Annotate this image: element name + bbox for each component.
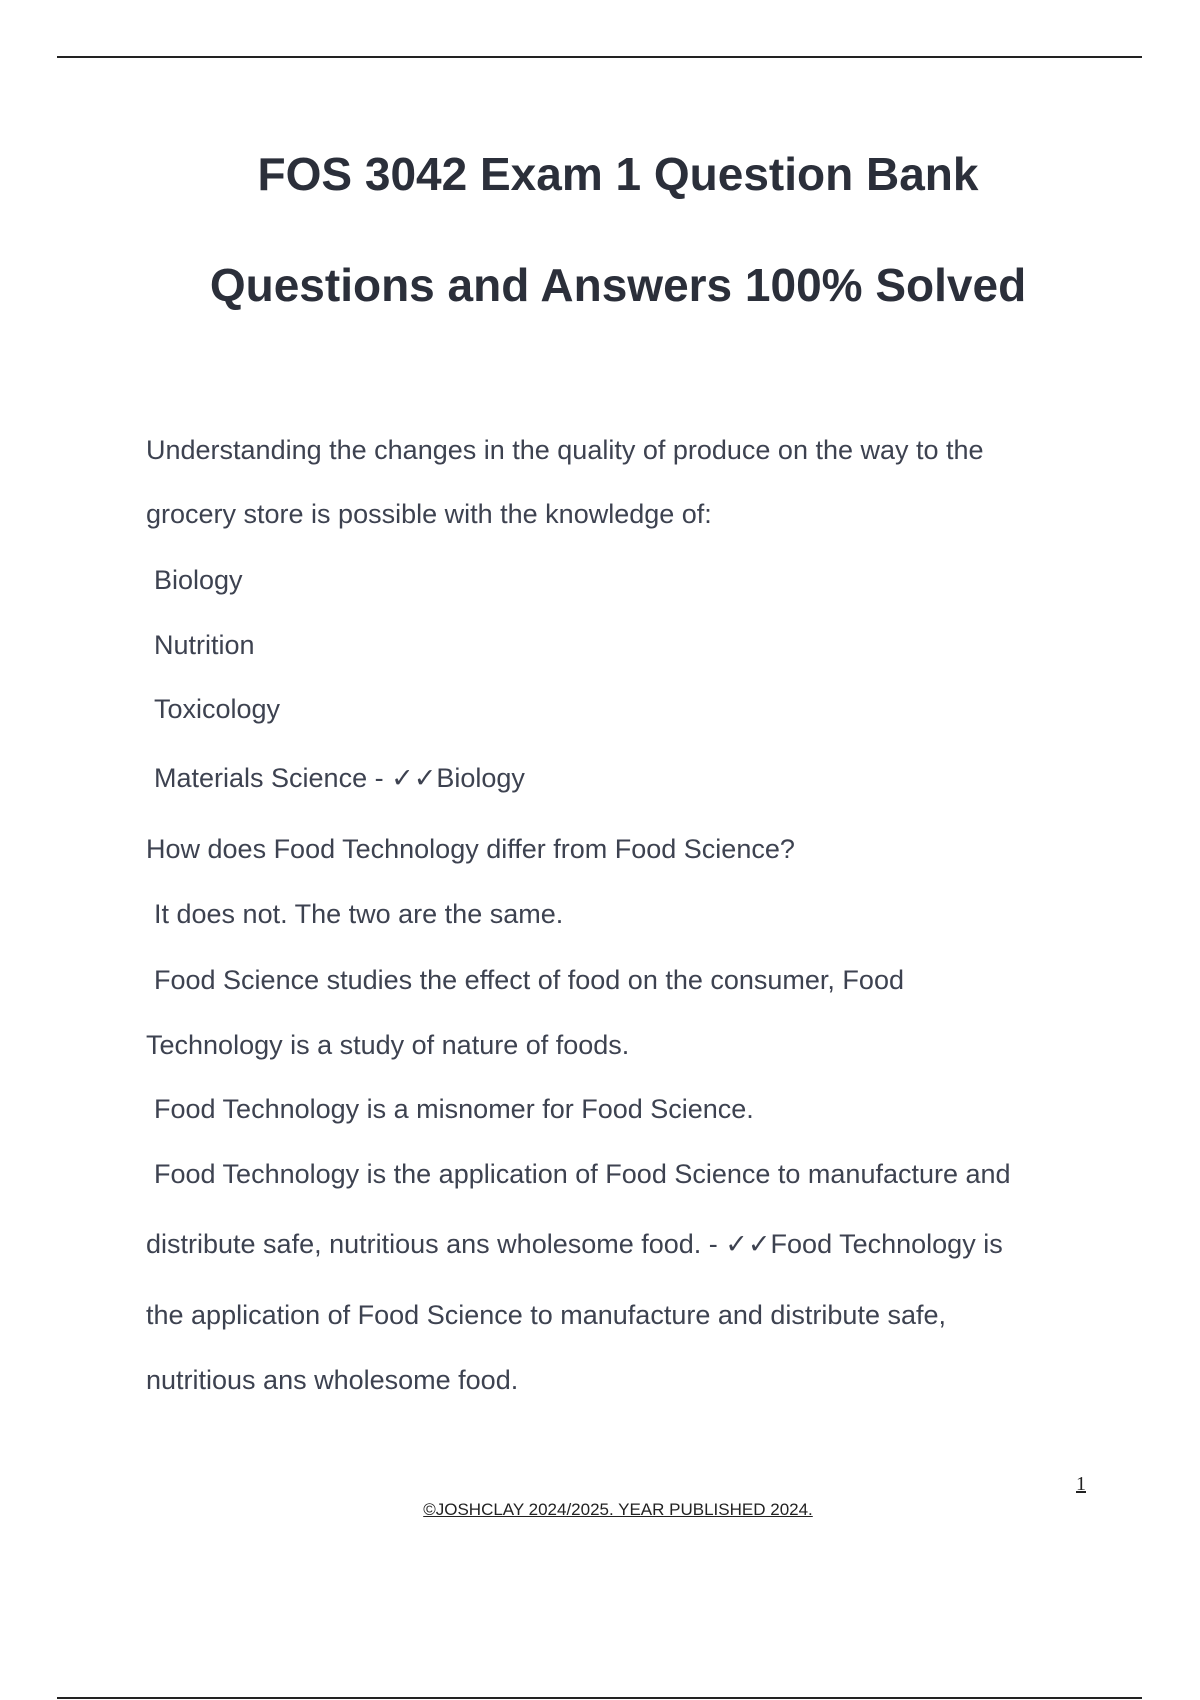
- question-1-text-line-2: grocery store is possible with the knowledge of:: [146, 499, 712, 529]
- option-nutrition: Nutrition: [154, 630, 255, 660]
- question-2-text: How does Food Technology differ from Food Science?: [146, 834, 795, 864]
- option-same: It does not. The two are the same.: [154, 899, 564, 929]
- copyright-footer: ©JOSHCLAY 2024/2025. YEAR PUBLISHED 2024.: [423, 1500, 813, 1519]
- option-biology: Biology: [154, 565, 243, 595]
- option-materials-science-with-answer: Materials Science - ✓✓Biology: [154, 763, 525, 793]
- top-divider: [57, 56, 1142, 58]
- document-title-line-1: FOS 3042 Exam 1 Question Bank: [257, 148, 979, 200]
- bottom-divider: [57, 1697, 1142, 1699]
- option-toxicology: Toxicology: [154, 694, 281, 724]
- page-number: 1: [1076, 1473, 1086, 1495]
- option-application-line-1: Food Technology is the application of Food Science to manufacture and: [154, 1159, 1011, 1189]
- option-application-line-2-with-answer: distribute safe, nutritious ans wholesome food. - ✓✓Food Technology is: [146, 1229, 1003, 1259]
- option-effect-on-consumer-line-2: Technology is a study of nature of foods.: [146, 1030, 630, 1060]
- option-misnomer: Food Technology is a misnomer for Food Science.: [154, 1094, 754, 1124]
- question-1-text-line-1: Understanding the changes in the quality of produce on the way to the: [146, 435, 984, 465]
- answer-continued-line-1: the application of Food Science to manufacture and distribute safe,: [146, 1300, 946, 1330]
- document-title-line-2: Questions and Answers 100% Solved: [209, 259, 1027, 311]
- answer-continued-line-2: nutritious ans wholesome food.: [146, 1365, 519, 1395]
- option-effect-on-consumer-line-1: Food Science studies the effect of food on the consumer, Food: [154, 965, 904, 995]
